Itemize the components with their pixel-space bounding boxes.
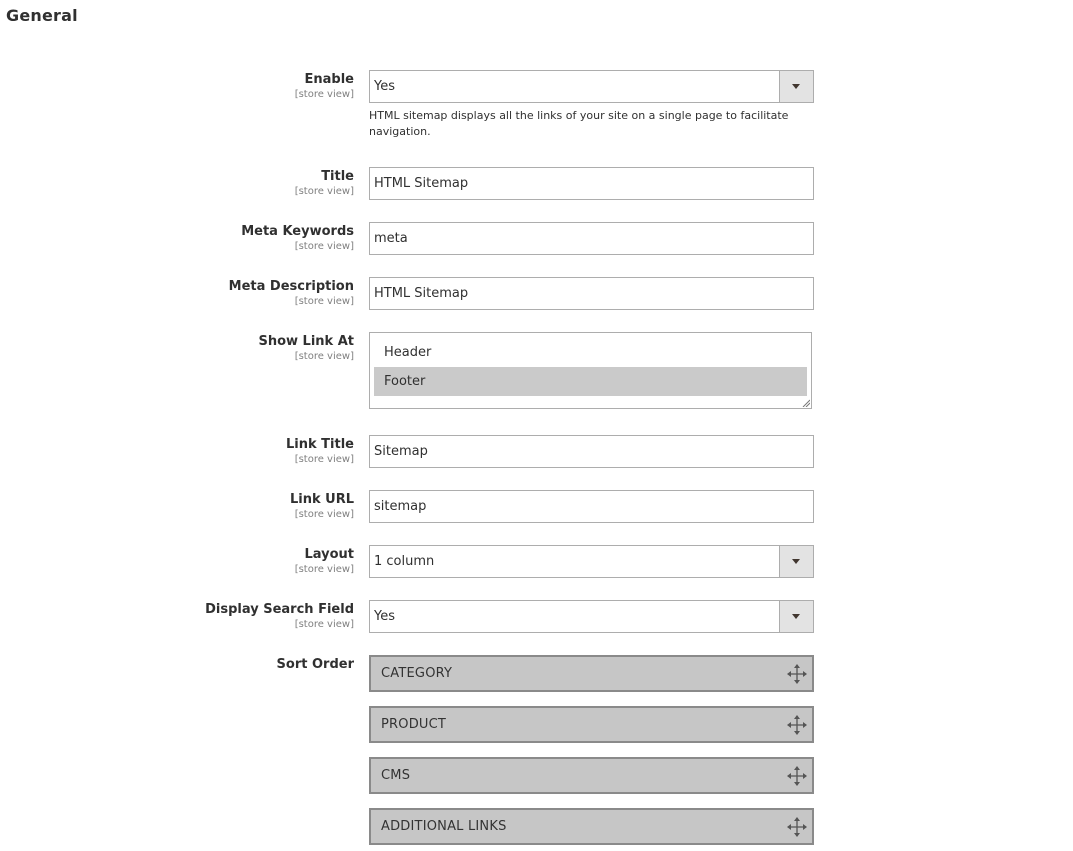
chevron-down-icon[interactable]: [779, 71, 813, 102]
title-label: Title: [321, 169, 354, 184]
sort-item-category[interactable]: [369, 655, 814, 692]
meta-description-label: Meta Description: [228, 279, 354, 294]
field-label-title: [295, 169, 354, 199]
move-icon[interactable]: [787, 715, 807, 735]
link-title-label: Link Title: [286, 437, 354, 452]
field-label-sort-order: [277, 657, 354, 673]
option-footer[interactable]: Footer: [374, 367, 807, 396]
enable-scope: [store view]: [294, 89, 354, 100]
enable-label: Enable: [304, 72, 354, 87]
layout-select-value: 1 column: [374, 554, 435, 569]
sort-item-label: CATEGORY: [381, 666, 453, 681]
link-title-scope: [store view]: [294, 454, 354, 465]
field-label-link-url: [290, 492, 354, 522]
sort-item-additional-links[interactable]: [369, 808, 814, 845]
display-search-field-label: Display Search Field: [205, 602, 354, 617]
sort-item-cms[interactable]: [369, 757, 814, 794]
move-icon[interactable]: [787, 817, 807, 837]
show-link-at-multiselect[interactable]: [369, 332, 812, 409]
display-search-field-select-value: Yes: [374, 609, 395, 624]
chevron-down-icon[interactable]: [779, 546, 813, 577]
field-label-show-link-at: [258, 334, 354, 364]
sort-item-label: PRODUCT: [381, 717, 447, 732]
field-label-meta-keywords: [241, 224, 354, 254]
sort-item-label: ADDITIONAL LINKS: [381, 819, 507, 834]
display-search-field-select[interactable]: [369, 600, 814, 633]
link-url-label: Link URL: [289, 492, 354, 507]
sort-order-label: Sort Order: [276, 657, 354, 672]
link-url-scope: [store view]: [294, 509, 354, 520]
field-label-enable: [295, 72, 354, 102]
field-label-display-search-field: [205, 602, 354, 632]
display-search-field-scope: [store view]: [294, 619, 354, 630]
option-header[interactable]: Header: [384, 345, 432, 360]
enable-note: HTML sitemap displays all the links of your site on a single page to facilitate navigation.: [369, 109, 789, 138]
field-label-layout: [295, 547, 354, 577]
sort-item-product[interactable]: [369, 706, 814, 743]
move-icon[interactable]: [787, 766, 807, 786]
show-link-at-label: Show Link At: [258, 334, 354, 349]
enable-select[interactable]: [369, 70, 814, 103]
title-scope: [store view]: [294, 186, 354, 197]
title-input[interactable]: HTML Sitemap: [369, 167, 814, 200]
meta-keywords-scope: [store view]: [294, 241, 354, 252]
meta-keywords-input[interactable]: meta: [369, 222, 814, 255]
meta-keywords-label: Meta Keywords: [241, 224, 354, 239]
layout-select[interactable]: [369, 545, 814, 578]
show-link-at-scope: [store view]: [294, 351, 354, 362]
layout-label: Layout: [304, 547, 354, 562]
chevron-down-icon[interactable]: [779, 601, 813, 632]
field-label-meta-description: [229, 279, 354, 309]
field-label-link-title: [286, 437, 354, 467]
link-title-input[interactable]: Sitemap: [369, 435, 814, 468]
move-icon[interactable]: [787, 664, 807, 684]
sort-item-label: CMS: [381, 768, 411, 783]
enable-select-value: Yes: [374, 79, 395, 94]
layout-scope: [store view]: [294, 564, 354, 575]
link-url-input[interactable]: sitemap: [369, 490, 814, 523]
resize-grip-icon[interactable]: [802, 399, 810, 407]
section-title: General: [6, 6, 78, 25]
meta-description-scope: [store view]: [294, 296, 354, 307]
meta-description-input[interactable]: HTML Sitemap: [369, 277, 814, 310]
